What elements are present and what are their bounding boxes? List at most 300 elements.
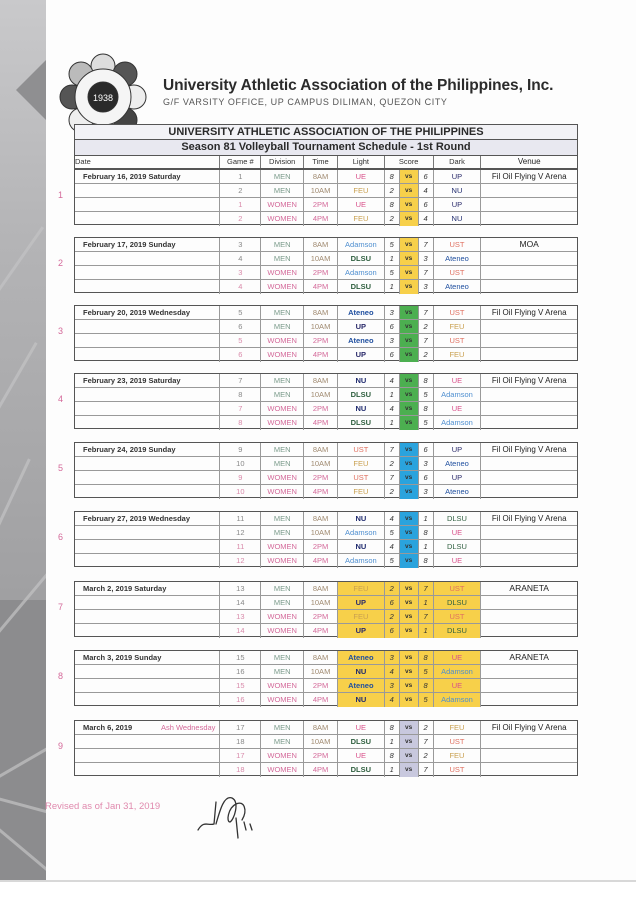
vs-label: vs bbox=[400, 374, 419, 388]
light-score: 1 bbox=[385, 280, 400, 294]
dark-team: Adamson bbox=[434, 665, 482, 679]
dark-team: FEU bbox=[434, 320, 482, 334]
table-title: UNIVERSITY ATHLETIC ASSOCIATION OF THE PHILIPPINES bbox=[74, 124, 578, 140]
dark-score: 5 bbox=[419, 665, 434, 679]
table-row bbox=[75, 763, 577, 777]
division: MEN bbox=[261, 721, 304, 735]
game-number: 10 bbox=[220, 485, 261, 499]
light-score: 1 bbox=[385, 252, 400, 266]
venue: Fil Oil Flying V Arena bbox=[481, 306, 577, 320]
game-number: 15 bbox=[220, 651, 261, 665]
light-team: Adamson bbox=[338, 526, 385, 540]
time: 4PM bbox=[304, 212, 338, 226]
dark-team: Adamson bbox=[434, 388, 482, 402]
time: 2PM bbox=[304, 402, 338, 416]
venue bbox=[481, 540, 577, 554]
game-number: 7 bbox=[220, 374, 261, 388]
venue bbox=[481, 402, 577, 416]
dark-team: Ateneo bbox=[434, 485, 482, 499]
light-team: FEU bbox=[338, 457, 385, 471]
light-score: 4 bbox=[385, 665, 400, 679]
time: 2PM bbox=[304, 540, 338, 554]
dark-team: FEU bbox=[434, 721, 482, 735]
light-team: Ateneo bbox=[338, 306, 385, 320]
dark-team: UST bbox=[434, 610, 482, 624]
dark-team: FEU bbox=[434, 749, 482, 763]
game-number: 14 bbox=[220, 596, 261, 610]
light-score: 8 bbox=[385, 749, 400, 763]
col-dark: Dark bbox=[434, 156, 482, 168]
division: MEN bbox=[261, 170, 304, 184]
dark-score: 3 bbox=[419, 485, 434, 499]
table-row bbox=[75, 665, 577, 679]
vs-label: vs bbox=[400, 388, 419, 402]
light-team: UST bbox=[338, 443, 385, 457]
division: WOMEN bbox=[261, 554, 304, 568]
light-team: FEU bbox=[338, 582, 385, 596]
dark-score: 7 bbox=[419, 306, 434, 320]
table-row bbox=[75, 238, 577, 252]
vs-label: vs bbox=[400, 320, 419, 334]
vs-label: vs bbox=[400, 512, 419, 526]
game-number: 10 bbox=[220, 457, 261, 471]
dark-score: 7 bbox=[419, 735, 434, 749]
week-block bbox=[74, 581, 578, 637]
date-cell bbox=[75, 679, 220, 693]
dark-score: 5 bbox=[419, 388, 434, 402]
dark-team: Ateneo bbox=[434, 252, 482, 266]
dark-team: UE bbox=[434, 402, 482, 416]
table-row bbox=[75, 610, 577, 624]
table-row bbox=[75, 416, 577, 430]
division: MEN bbox=[261, 651, 304, 665]
dark-score: 1 bbox=[419, 512, 434, 526]
date-cell bbox=[75, 334, 220, 348]
time: 4PM bbox=[304, 554, 338, 568]
division: MEN bbox=[261, 238, 304, 252]
vs-label: vs bbox=[400, 665, 419, 679]
light-score: 5 bbox=[385, 554, 400, 568]
venue: Fil Oil Flying V Arena bbox=[481, 512, 577, 526]
week-number: 1 bbox=[58, 190, 64, 200]
date-cell bbox=[75, 280, 220, 294]
table-row bbox=[75, 334, 577, 348]
light-score: 4 bbox=[385, 374, 400, 388]
vs-label: vs bbox=[400, 306, 419, 320]
venue bbox=[481, 416, 577, 430]
venue bbox=[481, 665, 577, 679]
col-time: Time bbox=[304, 156, 338, 168]
light-score: 5 bbox=[385, 238, 400, 252]
game-number: 5 bbox=[220, 334, 261, 348]
date-cell bbox=[75, 471, 220, 485]
light-score: 2 bbox=[385, 457, 400, 471]
week-number: 4 bbox=[58, 394, 64, 404]
vs-label: vs bbox=[400, 596, 419, 610]
dark-score: 7 bbox=[419, 238, 434, 252]
dark-score: 8 bbox=[419, 679, 434, 693]
vs-label: vs bbox=[400, 280, 419, 294]
light-score: 8 bbox=[385, 721, 400, 735]
time: 10AM bbox=[304, 320, 338, 334]
division: MEN bbox=[261, 735, 304, 749]
light-score: 8 bbox=[385, 170, 400, 184]
game-number: 13 bbox=[220, 582, 261, 596]
time: 8AM bbox=[304, 170, 338, 184]
revised-note: Revised as of Jan 31, 2019 bbox=[45, 801, 161, 812]
time: 8AM bbox=[304, 721, 338, 735]
dark-score: 8 bbox=[419, 374, 434, 388]
venue bbox=[481, 735, 577, 749]
venue bbox=[481, 610, 577, 624]
light-score: 3 bbox=[385, 334, 400, 348]
venue bbox=[481, 280, 577, 294]
light-team: NU bbox=[338, 374, 385, 388]
date-cell: February 17, 2019 Sunday bbox=[75, 238, 220, 252]
vs-label: vs bbox=[400, 252, 419, 266]
dark-score: 3 bbox=[419, 252, 434, 266]
light-team: FEU bbox=[338, 610, 385, 624]
light-team: FEU bbox=[338, 485, 385, 499]
division: MEN bbox=[261, 443, 304, 457]
vs-label: vs bbox=[400, 238, 419, 252]
game-number: 16 bbox=[220, 665, 261, 679]
date-cell bbox=[75, 596, 220, 610]
dark-score: 3 bbox=[419, 457, 434, 471]
date-cell bbox=[75, 526, 220, 540]
date-cell bbox=[75, 721, 220, 735]
table-row bbox=[75, 582, 577, 596]
game-number: 9 bbox=[220, 443, 261, 457]
light-team: Ateneo bbox=[338, 334, 385, 348]
vs-label: vs bbox=[400, 402, 419, 416]
dark-team: DLSU bbox=[434, 624, 482, 638]
dark-team: Adamson bbox=[434, 693, 482, 707]
division: MEN bbox=[261, 184, 304, 198]
light-team: DLSU bbox=[338, 735, 385, 749]
dark-score: 1 bbox=[419, 540, 434, 554]
col-score: Score bbox=[385, 156, 434, 168]
table-row bbox=[75, 651, 577, 665]
dark-score: 7 bbox=[419, 266, 434, 280]
venue bbox=[481, 471, 577, 485]
light-team: UP bbox=[338, 348, 385, 362]
table-row bbox=[75, 266, 577, 280]
col-venue: Venue bbox=[517, 157, 541, 166]
light-team: UST bbox=[338, 471, 385, 485]
division: WOMEN bbox=[261, 348, 304, 362]
week-block bbox=[74, 720, 578, 776]
table-row bbox=[75, 457, 577, 471]
light-team: UP bbox=[338, 320, 385, 334]
dark-score: 5 bbox=[419, 416, 434, 430]
vs-label: vs bbox=[400, 679, 419, 693]
dark-score: 7 bbox=[419, 763, 434, 777]
table-row bbox=[75, 693, 577, 707]
dark-score: 1 bbox=[419, 624, 434, 638]
light-team: DLSU bbox=[338, 280, 385, 294]
light-score: 7 bbox=[385, 471, 400, 485]
date-cell bbox=[75, 735, 220, 749]
vs-label: vs bbox=[400, 749, 419, 763]
date-cell bbox=[75, 402, 220, 416]
division: MEN bbox=[261, 306, 304, 320]
light-team: UE bbox=[338, 198, 385, 212]
light-team: NU bbox=[338, 540, 385, 554]
dark-team: UST bbox=[434, 763, 482, 777]
dark-score: 6 bbox=[419, 198, 434, 212]
dark-score: 8 bbox=[419, 402, 434, 416]
light-team: NU bbox=[338, 402, 385, 416]
table-row bbox=[75, 624, 577, 638]
division: MEN bbox=[261, 582, 304, 596]
vs-label: vs bbox=[400, 198, 419, 212]
venue bbox=[481, 693, 577, 707]
time: 10AM bbox=[304, 526, 338, 540]
light-score: 3 bbox=[385, 679, 400, 693]
table-row bbox=[75, 402, 577, 416]
date-cell: February 24, 2019 Sunday bbox=[75, 443, 220, 457]
vs-label: vs bbox=[400, 485, 419, 499]
dark-team: UP bbox=[434, 443, 482, 457]
col-game: Game # bbox=[220, 156, 261, 168]
division: MEN bbox=[261, 665, 304, 679]
game-number: 16 bbox=[220, 693, 261, 707]
dark-score: 8 bbox=[419, 526, 434, 540]
dark-score: 7 bbox=[419, 582, 434, 596]
time: 2PM bbox=[304, 266, 338, 280]
dark-score: 8 bbox=[419, 651, 434, 665]
dark-team: UE bbox=[434, 679, 482, 693]
table-row bbox=[75, 212, 577, 226]
time: 2PM bbox=[304, 471, 338, 485]
light-team: NU bbox=[338, 512, 385, 526]
table-row bbox=[75, 184, 577, 198]
vs-label: vs bbox=[400, 170, 419, 184]
game-number: 11 bbox=[220, 540, 261, 554]
week-block bbox=[74, 373, 578, 429]
date-cell: March 3, 2019 Sunday bbox=[75, 651, 220, 665]
division: MEN bbox=[261, 252, 304, 266]
table-header bbox=[74, 156, 578, 169]
light-score: 2 bbox=[385, 184, 400, 198]
dark-team: DLSU bbox=[434, 596, 482, 610]
date-cell: March 2, 2019 Saturday bbox=[75, 582, 220, 596]
division: WOMEN bbox=[261, 540, 304, 554]
week-number: 2 bbox=[58, 258, 64, 268]
light-score: 4 bbox=[385, 512, 400, 526]
light-score: 4 bbox=[385, 402, 400, 416]
dark-team: UE bbox=[434, 554, 482, 568]
col-date: Date bbox=[75, 156, 220, 168]
vs-label: vs bbox=[400, 693, 419, 707]
game-number: 5 bbox=[220, 306, 261, 320]
time: 4PM bbox=[304, 624, 338, 638]
vs-label: vs bbox=[400, 348, 419, 362]
division: MEN bbox=[261, 388, 304, 402]
week-block bbox=[74, 442, 578, 498]
game-number: 18 bbox=[220, 763, 261, 777]
light-score: 5 bbox=[385, 526, 400, 540]
time: 4PM bbox=[304, 348, 338, 362]
light-score: 2 bbox=[385, 582, 400, 596]
time: 2PM bbox=[304, 334, 338, 348]
date-cell bbox=[75, 485, 220, 499]
game-number: 14 bbox=[220, 624, 261, 638]
venue bbox=[481, 457, 577, 471]
vs-label: vs bbox=[400, 651, 419, 665]
division: MEN bbox=[261, 320, 304, 334]
light-team: FEU bbox=[338, 212, 385, 226]
light-score: 2 bbox=[385, 610, 400, 624]
light-team: DLSU bbox=[338, 252, 385, 266]
game-number: 8 bbox=[220, 388, 261, 402]
date-text: March 6, 2019 bbox=[83, 723, 133, 732]
venue: Fil Oil Flying V Arena bbox=[481, 443, 577, 457]
light-score: 4 bbox=[385, 540, 400, 554]
table-subtitle: Season 81 Volleyball Tournament Schedule - 1st Round bbox=[74, 140, 578, 156]
table-row bbox=[75, 512, 577, 526]
time: 8AM bbox=[304, 582, 338, 596]
table-row bbox=[75, 170, 577, 184]
division: WOMEN bbox=[261, 693, 304, 707]
division: WOMEN bbox=[261, 402, 304, 416]
venue bbox=[481, 198, 577, 212]
table-row bbox=[75, 198, 577, 212]
game-number: 1 bbox=[220, 198, 261, 212]
date-cell bbox=[75, 554, 220, 568]
table-row bbox=[75, 348, 577, 362]
table-row bbox=[75, 306, 577, 320]
dark-team: DLSU bbox=[434, 512, 482, 526]
date-cell bbox=[75, 665, 220, 679]
light-team: Ateneo bbox=[338, 651, 385, 665]
org-name: University Athletic Association of the Philippines, Inc. bbox=[163, 77, 554, 94]
dark-team: UE bbox=[434, 651, 482, 665]
venue bbox=[481, 334, 577, 348]
vs-label: vs bbox=[400, 624, 419, 638]
dark-team: UST bbox=[434, 582, 482, 596]
time: 4PM bbox=[304, 280, 338, 294]
dark-team: UST bbox=[434, 238, 482, 252]
dark-team: NU bbox=[434, 212, 482, 226]
light-score: 1 bbox=[385, 416, 400, 430]
dark-team: Ateneo bbox=[434, 280, 482, 294]
time: 8AM bbox=[304, 651, 338, 665]
time: 8AM bbox=[304, 306, 338, 320]
venue bbox=[481, 596, 577, 610]
time: 2PM bbox=[304, 610, 338, 624]
light-team: Adamson bbox=[338, 266, 385, 280]
venue: ARANETA bbox=[481, 651, 577, 665]
date-cell bbox=[75, 763, 220, 777]
vs-label: vs bbox=[400, 212, 419, 226]
dark-score: 2 bbox=[419, 749, 434, 763]
signature bbox=[196, 790, 276, 840]
date-cell bbox=[75, 184, 220, 198]
game-number: 11 bbox=[220, 512, 261, 526]
dark-score: 2 bbox=[419, 348, 434, 362]
light-team: DLSU bbox=[338, 416, 385, 430]
time: 10AM bbox=[304, 735, 338, 749]
dark-score: 7 bbox=[419, 334, 434, 348]
date-cell: February 27, 2019 Wednesday bbox=[75, 512, 220, 526]
dark-team: UP bbox=[434, 198, 482, 212]
division: MEN bbox=[261, 526, 304, 540]
game-number: 8 bbox=[220, 416, 261, 430]
game-number: 6 bbox=[220, 348, 261, 362]
dark-score: 6 bbox=[419, 170, 434, 184]
table-row bbox=[75, 554, 577, 568]
week-number: 8 bbox=[58, 671, 64, 681]
table-row bbox=[75, 749, 577, 763]
decorative-side-strip bbox=[0, 0, 46, 880]
light-score: 4 bbox=[385, 693, 400, 707]
time: 10AM bbox=[304, 252, 338, 266]
dark-score: 7 bbox=[419, 610, 434, 624]
week-number: 6 bbox=[58, 532, 64, 542]
vs-label: vs bbox=[400, 334, 419, 348]
venue: Fil Oil Flying V Arena bbox=[481, 170, 577, 184]
date-cell bbox=[75, 624, 220, 638]
vs-label: vs bbox=[400, 526, 419, 540]
game-number: 17 bbox=[220, 749, 261, 763]
light-score: 3 bbox=[385, 651, 400, 665]
venue bbox=[481, 763, 577, 777]
time: 10AM bbox=[304, 665, 338, 679]
dark-team: UE bbox=[434, 374, 482, 388]
vs-label: vs bbox=[400, 266, 419, 280]
light-score: 8 bbox=[385, 198, 400, 212]
division: WOMEN bbox=[261, 624, 304, 638]
dark-team: Adamson bbox=[434, 416, 482, 430]
time: 10AM bbox=[304, 457, 338, 471]
light-score: 1 bbox=[385, 388, 400, 402]
table-row bbox=[75, 540, 577, 554]
time: 8AM bbox=[304, 374, 338, 388]
game-number: 2 bbox=[220, 184, 261, 198]
venue bbox=[481, 526, 577, 540]
dark-team: DLSU bbox=[434, 540, 482, 554]
division: WOMEN bbox=[261, 471, 304, 485]
week-number: 9 bbox=[58, 741, 64, 751]
light-team: DLSU bbox=[338, 388, 385, 402]
date-cell bbox=[75, 416, 220, 430]
game-number: 2 bbox=[220, 212, 261, 226]
vs-label: vs bbox=[400, 457, 419, 471]
time: 8AM bbox=[304, 443, 338, 457]
vs-label: vs bbox=[400, 763, 419, 777]
dark-team: UST bbox=[434, 266, 482, 280]
table-row bbox=[75, 679, 577, 693]
vs-label: vs bbox=[400, 443, 419, 457]
division: MEN bbox=[261, 374, 304, 388]
time: 2PM bbox=[304, 198, 338, 212]
date-cell: February 23, 2019 Saturday bbox=[75, 374, 220, 388]
division: WOMEN bbox=[261, 334, 304, 348]
table-row bbox=[75, 320, 577, 334]
light-team: DLSU bbox=[338, 763, 385, 777]
division: MEN bbox=[261, 596, 304, 610]
division: WOMEN bbox=[261, 416, 304, 430]
dark-score: 3 bbox=[419, 280, 434, 294]
venue bbox=[481, 679, 577, 693]
dark-team: UST bbox=[434, 735, 482, 749]
game-number: 15 bbox=[220, 679, 261, 693]
time: 10AM bbox=[304, 184, 338, 198]
date-cell bbox=[75, 320, 220, 334]
division: MEN bbox=[261, 457, 304, 471]
